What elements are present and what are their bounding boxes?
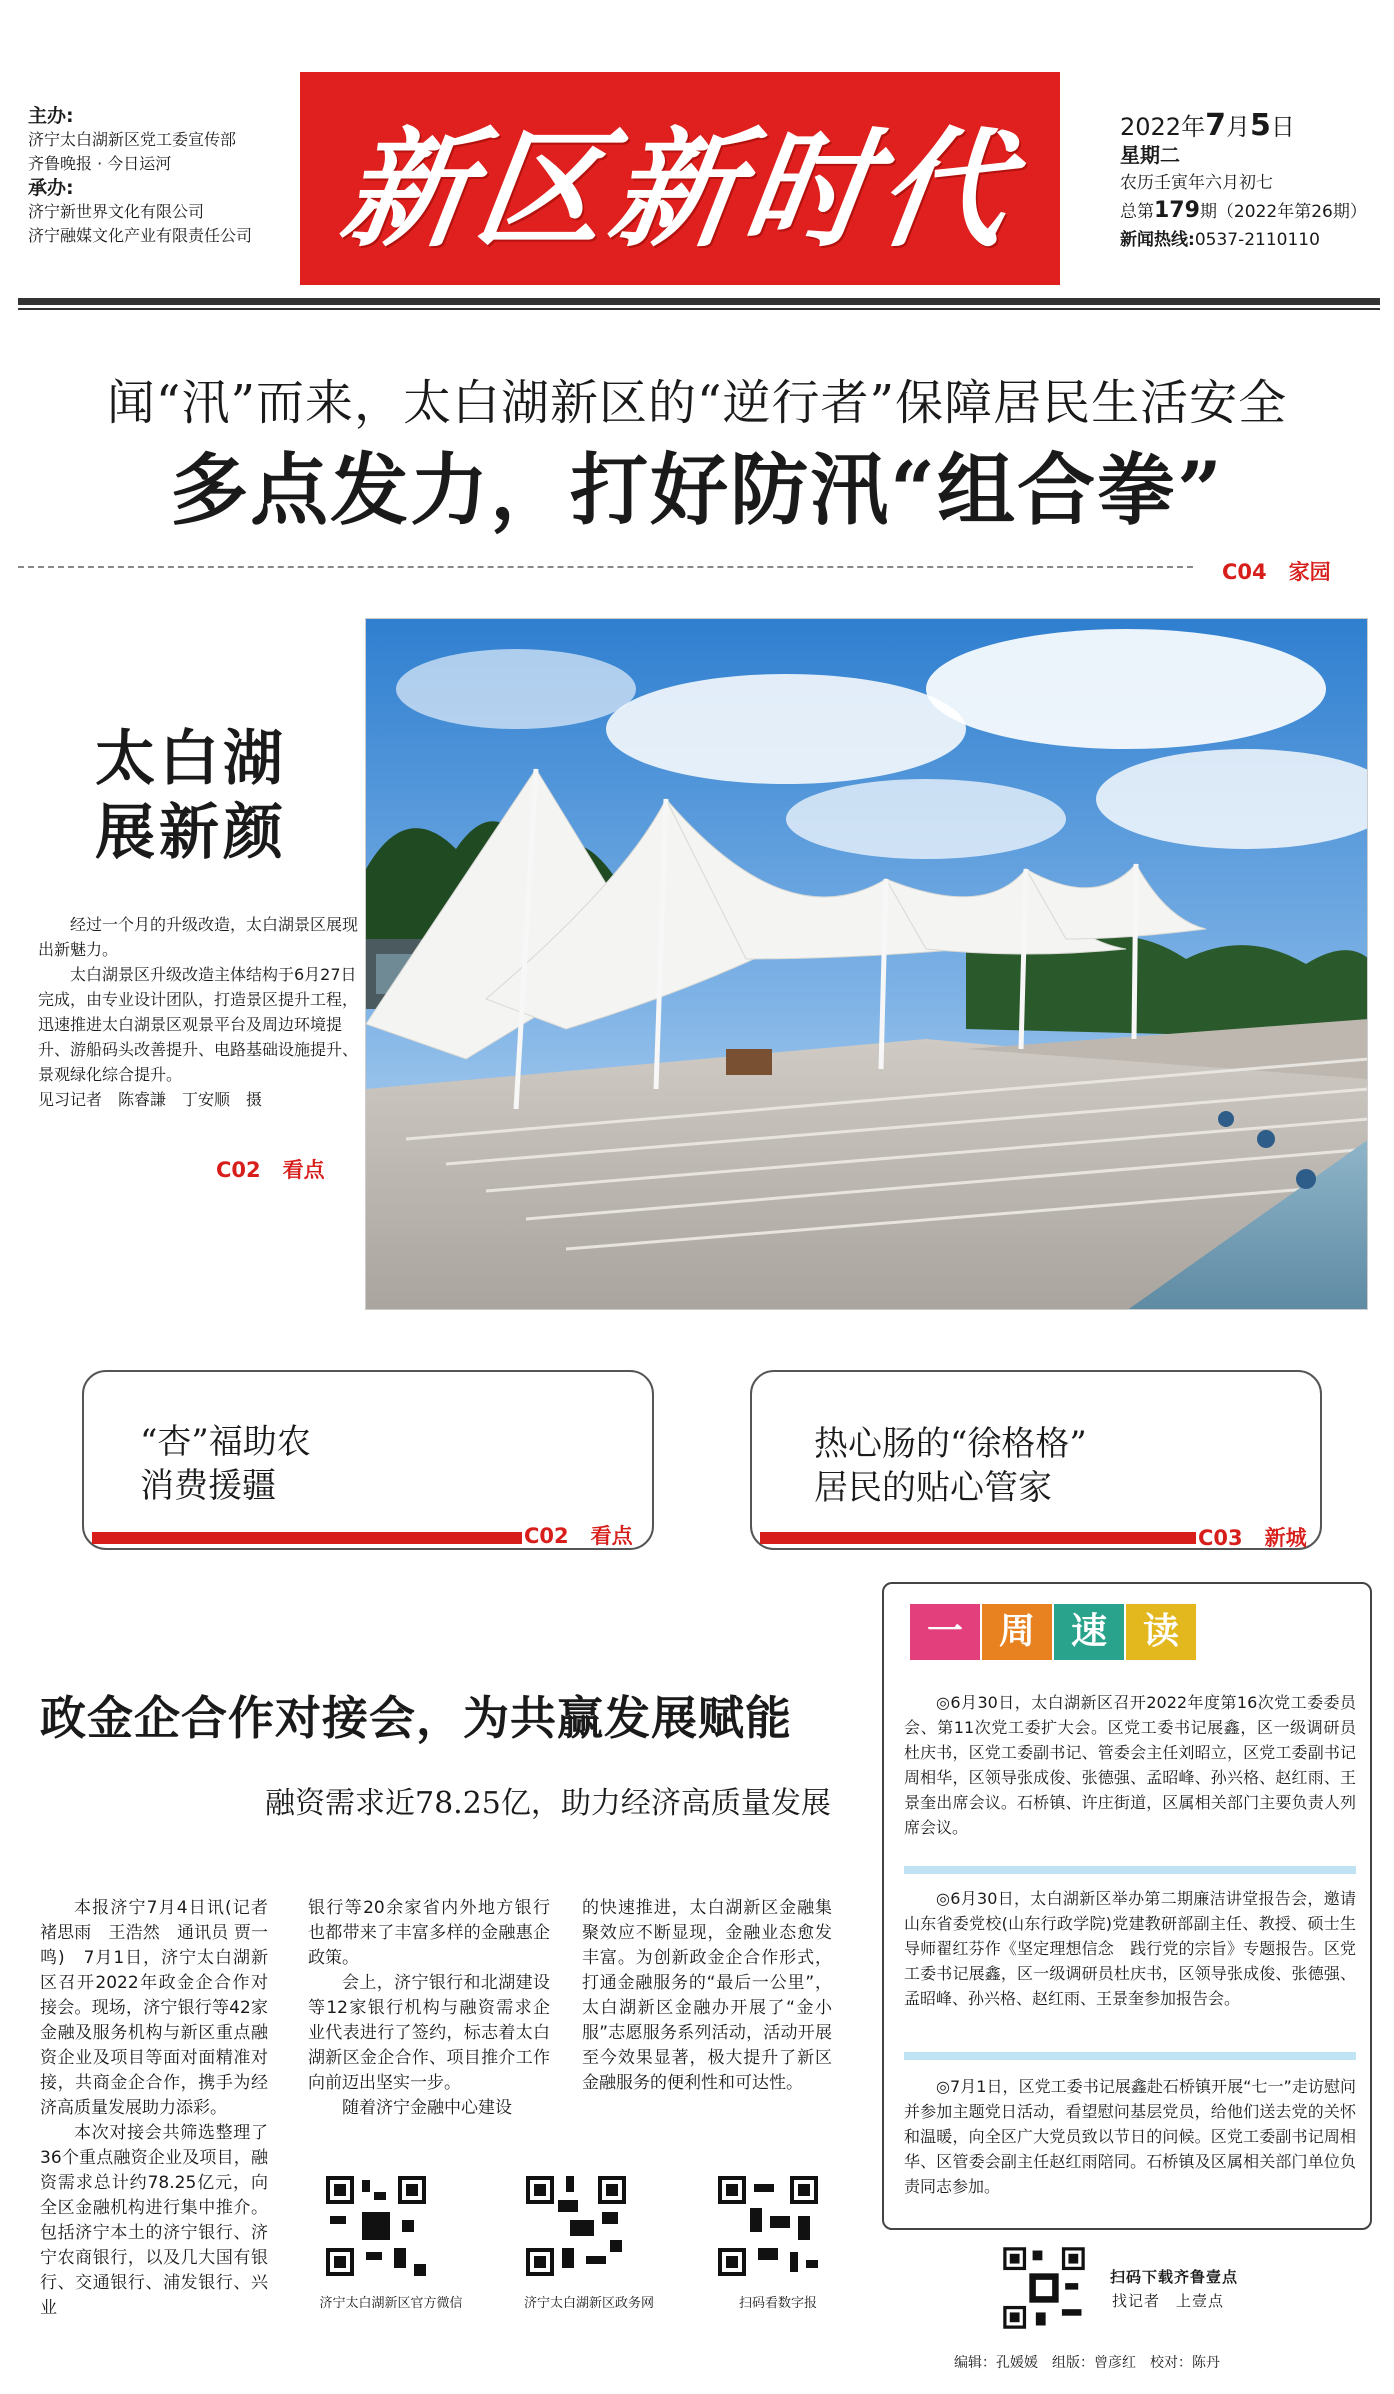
sponsor-line: 齐鲁晚报 · 今日运河 [28,154,172,173]
weekly-separator [904,1866,1356,1874]
teaser-title [140,1420,311,1508]
organizer-line: 济宁融媒文化产业有限责任公司 [28,226,253,245]
qr-item[interactable] [708,2172,848,2311]
paragraph: 本报济宁7月4日讯(记者 褚思雨 王浩然 通讯员 贾一鸣) 7月1日，济宁太白湖新区召开2022年政金企合作对接会。现场，济宁银行等42家金融及服务机构与新区重点融资企业及项目等面对面精准对接，共商金企合作，携手为经济高质量发展助力添彩。 [40,1898,268,2118]
ref-page: C03 [1198,1526,1243,1550]
paragraph: ◎7月1日，区党工委书记展鑫赴石桥镇开展“七一”走访慰问并参加主题党日活动，看望慰问基层党员，给他们送去党的关怀和温暖，向全区广大党员致以节日的问候。区党工委副书记周相华、区管委会副主任赵红雨陪同。石桥镇及区属相关部门单位负责同志参加。 [904,2077,1356,2196]
weekly-banner [910,1604,1198,1660]
sponsor-line: 济宁太白湖新区党工委宣传部 [28,130,237,149]
qr-code-icon [1000,2244,1088,2332]
photo-title-line: 展新颜 [95,798,287,868]
photo-page-ref[interactable] [216,1154,325,1184]
photo-title-line: 太白湖 [95,724,287,794]
header-rule [18,298,1380,305]
teaser-page-ref [1198,1522,1307,1552]
paragraph: 随着济宁金融中心建设 [342,2098,512,2118]
date-day: 5 [1249,108,1271,143]
article-column [582,1896,832,2096]
weekly-digest-box [882,1582,1372,2230]
qr-caption: 济宁太白湖新区官方微信 [319,2296,463,2311]
article-subtitle: 融资需求近78.25亿，助力经济高质量发展 [265,1786,831,1821]
photo-story-title [95,722,335,870]
teaser-box[interactable] [82,1370,654,1550]
app-caption: 扫码下载齐鲁壹点 [1110,2268,1239,2286]
teaser-line: “杏”福助农 [140,1422,311,1462]
photo-credit: 见习记者 陈睿謙 丁安顺 摄 [38,1090,263,1109]
organizer-line: 济宁新世界文化有限公司 [28,202,205,221]
issue-prefix: 总第 [1120,202,1154,222]
teaser-line: 居民的贴心管家 [814,1468,1052,1508]
qr-item[interactable] [316,2172,476,2311]
issue-date [1120,108,1390,143]
banner-char: 一 [910,1604,980,1660]
lead-page-ref[interactable] [1222,556,1331,586]
app-caption: 找记者 上壹点 [1112,2292,1225,2310]
qr-code-icon [322,2172,430,2280]
ref-page: C04 [1222,560,1267,584]
date-month-unit: 月 [1225,113,1250,141]
weekly-item [904,2074,1356,2199]
hotline-label: 新闻热线: [1120,230,1195,250]
paragraph: 太白湖景区升级改造主体结构于6月27日完成，由专业设计团队，打造景区提升工程，迅速推进太白湖景区观景平台及周边环境提升、游船码头改善提升、电路基础设施提升、景观绿化综合提升。 [38,965,359,1084]
weekly-separator [904,2052,1356,2060]
lakeside-canopy-photo [365,618,1368,1310]
teaser-line: 消费援疆 [140,1466,276,1506]
ref-section: 新城 [1264,1526,1307,1550]
teaser-line: 热心肠的“徐格格” [814,1424,1087,1464]
article-column [40,1896,268,2321]
ref-section: 看点 [590,1524,633,1548]
lead-headline: 多点发力，打好防汛“组合拳” [170,445,1224,536]
ref-section: 家园 [1288,560,1331,584]
paragraph: 会上，济宁银行和北湖建设等12家银行机构与融资需求企业代表进行了签约，标志着太白湖新区金企合作、项目推介工作向前迈出坚实一步。 [308,1973,550,2093]
photo-illustration [366,619,1368,1310]
teaser-page-ref [524,1520,633,1550]
weekday: 星期二 [1120,143,1180,167]
issue-number [1120,197,1390,226]
issue-info [1120,108,1390,254]
paragraph: 经过一个月的升级改造，太白湖景区展现出新魅力。 [38,915,359,959]
teaser-box[interactable] [750,1370,1322,1550]
page-credits: 编辑：孔媛媛 组版：曾彦红 校对：陈丹 [954,2355,1220,2371]
banner-char: 读 [1126,1604,1196,1660]
paragraph: ◎6月30日，太白湖新区召开2022年度第16次党工委委员会、第11次党工委扩大会。区党工委书记展鑫，区一级调研员杜庆书，区党工委副书记、管委会主任刘昭立，区党工委副书记周相华，区领导张成俊、张德强、孟昭峰、孙兴格、赵红雨、王景奎出席会议。石桥镇、许庄街道，区属相关部门主要负责人列席会议。 [904,1693,1356,1837]
ref-section: 看点 [282,1158,325,1182]
app-download[interactable] [1000,2244,1320,2344]
ref-page: C02 [216,1158,261,1182]
date-day-unit: 日 [1270,113,1295,141]
qr-caption: 济宁太白湖新区政务网 [523,2296,654,2311]
banner-char: 周 [982,1604,1052,1660]
qr-code-icon [714,2172,822,2280]
lead-kicker: 闻“汛”而来，太白湖新区的“逆行者”保障居民生活安全 [106,375,1288,431]
qr-caption: 扫码看数字报 [738,2296,817,2311]
weekly-item [904,1886,1356,2011]
article-title: 政金企合作对接会，为共赢发展赋能 [40,1691,792,1745]
teaser-accent-bar [92,1532,522,1544]
lunar-date: 农历壬寅年六月初七 [1120,173,1273,193]
qr-code-icon [522,2172,630,2280]
paragraph: 银行等20余家省内外地方银行也都带来了丰富多样的金融惠企政策。 [308,1898,550,1968]
teaser-accent-bar [760,1532,1196,1544]
organizer-label: 承办: [28,177,74,199]
qr-row [316,2172,846,2342]
photo-story-text [38,912,365,1112]
sponsor-label: 主办: [28,105,74,127]
article-column [308,1896,550,2121]
masthead-title: 新区新时代 [332,114,1024,265]
ref-page: C02 [524,1524,569,1548]
dashed-divider [18,566,1193,568]
banner-char: 速 [1054,1604,1124,1660]
hotline [1120,226,1390,254]
issue-suffix: 期（2022年第26期） [1199,202,1367,222]
weekly-item [904,1690,1356,1840]
date-month: 7 [1205,108,1226,143]
paragraph: 的快速推进，太白湖新区金融集聚效应不断显现，金融业态愈发丰富。为创新政金企合作形式，打通金融服务的“最后一公里”，太白湖新区金融办开展了“金小服”志愿服务系列活动，活动开展至今效果显著，极大提升了新区金融服务的便利性和可达性。 [582,1898,832,2093]
date-year: 2022年 [1120,113,1206,141]
paragraph: ◎6月30日，太白湖新区举办第二期廉洁讲堂报告会，邀请山东省委党校(山东行政学院)党建教研部副主任、教授、硕士生导师翟红芬作《坚定理想信念 践行党的宗旨》专题报告。区党工委书记展鑫，区一级调研员杜庆书，区领导张成俊、张德强、孟昭峰、孙兴格、赵红雨、王景奎参加报告会。 [904,1889,1356,2008]
qr-item[interactable] [516,2172,676,2311]
teaser-title [814,1422,1087,1510]
paragraph: 本次对接会共筛选整理了36个重点融资企业及项目，融资需求总计约78.25亿元，向全区金融机构进行集中推介。包括济宁本土的济宁银行、济宁农商银行，以及几大国有银行、交通银行、浦发银行、兴业 [40,2123,268,2318]
hotline-number: 0537-2110110 [1194,230,1320,250]
masthead-logo [300,72,1060,285]
sponsor-block [28,104,298,248]
issue-num: 179 [1154,198,1200,223]
header-rule-thin [18,308,1380,310]
